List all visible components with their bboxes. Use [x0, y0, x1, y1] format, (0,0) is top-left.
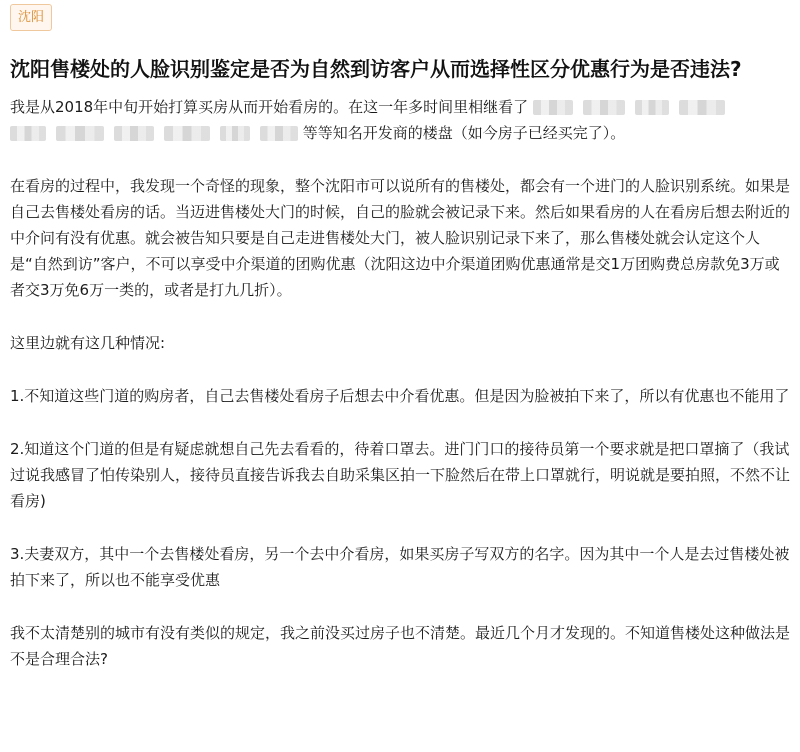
paragraph-5: 2.知道这个门道的但是有疑虑就想自己先去看看的，待着口罩去。进门门口的接待员第一个要求就是把口罩摘了（我试过说我感冒了怕传染别人，接待员直接告诉我去自助采集区拍一下脸然后在带上口罩就行，明说就是要拍照，不然不让看房)	[10, 440, 791, 510]
paragraph-6: 3.夫妻双方，其中一个去售楼处看房，另一个去中介看房，如果买房子写双方的名字。因为其中一个人是去过售楼处被拍下来了，所以也不能享受优惠	[10, 545, 790, 589]
paragraph-3: 这里边就有这几种情况:	[10, 334, 166, 352]
paragraph-1	[10, 94, 792, 146]
paragraph-1-start: 我是从2018年中旬开始打算买房从而开始看房的。在这一年多时间里相继看了	[10, 98, 529, 116]
question-title[interactable]: 沈阳售楼处的人脸识别鉴定是否为自然到访客户从而选择性区分优惠行为是否违法?	[10, 57, 742, 81]
redacted-developer-names-line2	[10, 126, 298, 141]
paragraph-2: 在看房的过程中，我发现一个奇怪的现象，整个沈阳市可以说所有的售楼处，都会有一个进门的人脸识别系统。如果是自己去售楼处看房的话。当迈进售楼处大门的时候，自己的脸就会被记录下来。然后如果看房的人在看房后想去附近的中介问有没有优惠。就会被告知只要是自己走进售楼处大门，被人脸识别记录下来了，那么售楼处就会认定这个人是“自然到访”客户，不可以享受中介渠道的团购优惠（沈阳这边中介渠道团购优惠通常是交1万团购费总房款免3万或者交3万免6万一类的，或者是打九几折）。	[10, 177, 791, 299]
paragraph-4: 1.不知道这些门道的购房者，自己去售楼处看房子后想去中介看优惠。但是因为脸被拍下来了，所以有优惠也不能用了	[10, 387, 790, 405]
topic-tag[interactable]: 沈阳	[10, 4, 52, 31]
redacted-developer-names	[533, 100, 725, 115]
paragraph-1-end: 等等知名开发商的楼盘（如今房子已经买完了）。	[302, 124, 626, 142]
paragraph-7: 我不太清楚别的城市有没有类似的规定，我之前没买过房子也不清楚。最近几个月才发现的。不知道售楼处这种做法是不是合理合法?	[10, 624, 791, 668]
question-body	[10, 94, 792, 672]
